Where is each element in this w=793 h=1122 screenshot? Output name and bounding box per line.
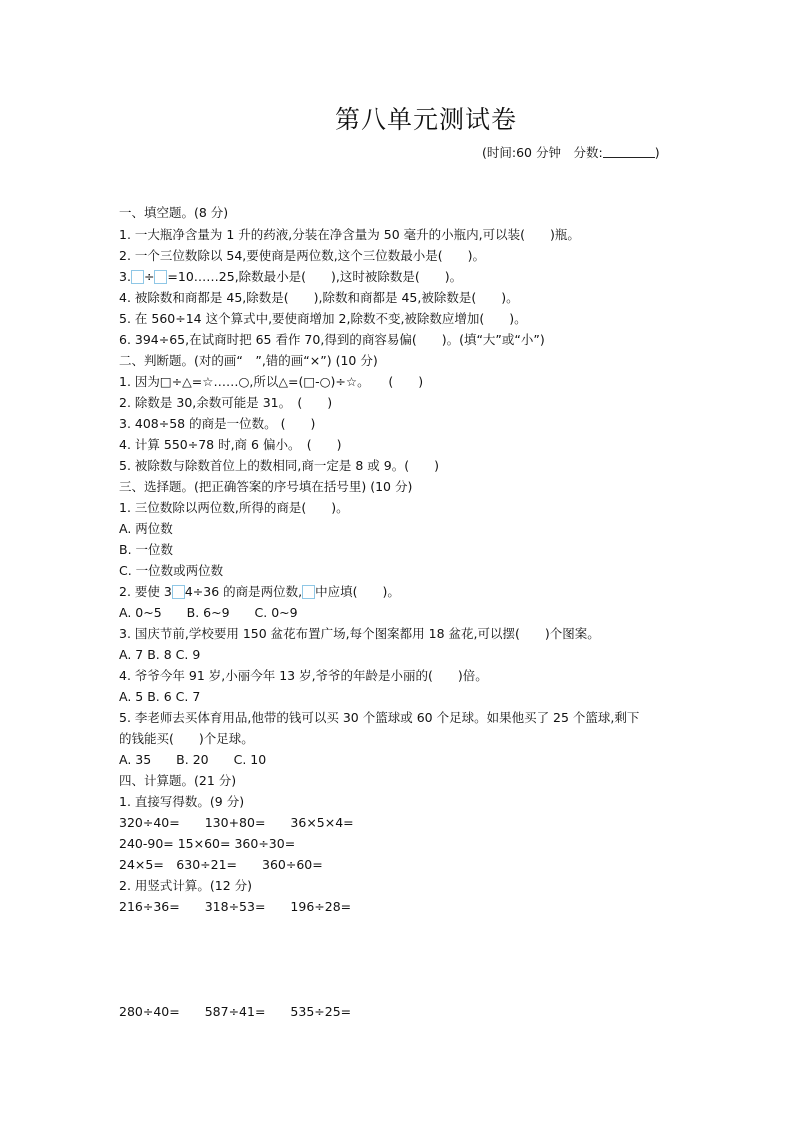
calc-row: 216÷36= 318÷53= 196÷28= [119, 899, 352, 914]
page-title: 第八单元测试卷 [334, 105, 517, 134]
fill-question-2: 2. 一个三位数除以 54,要使商是两位数,这个三位数最小是( )。 [119, 248, 485, 263]
choice-question-3: 3. 国庆节前,学校要用 150 盆花布置广场,每个图案都用 18 盆花,可以摆( )个图案。 [119, 626, 600, 641]
time-score-label: (时间:60 分钟 分数: [482, 145, 603, 160]
choice-question-2-end: 中应填( )。 [315, 584, 400, 599]
choice-question-1: 1. 三位数除以两位数,所得的商是( )。 [119, 500, 349, 515]
choice-question-5: 5. 李老师去买体育用品,他带的钱可以买 30 个篮球或 60 个足球。如果他买了 25 个篮球,剩下 [119, 710, 640, 725]
judge-question-4: 4. 计算 550÷78 时,商 6 偏小。 ( ) [119, 437, 342, 452]
choice-question-2 [119, 584, 400, 600]
section-2-heading: 二、判断题。(对的画“ ”,错的画“×”) (10 分) [119, 353, 378, 368]
time-score-close: ) [654, 145, 660, 160]
score-blank [603, 145, 655, 158]
calc-row: 280÷40= 587÷41= 535÷25= [119, 1004, 352, 1019]
judge-question-3: 3. 408÷58 的商是一位数。 ( ) [119, 416, 316, 431]
calc-row: 320÷40= 130+80= 36×5×4= [119, 815, 354, 830]
fill-question-3-text: =10……25,除数最小是( ),这时被除数是( )。 [167, 269, 463, 284]
choice-question-4: 4. 爷爷今年 91 岁,小丽今年 13 岁,爷爷的年龄是小丽的( )倍。 [119, 668, 488, 683]
calc-subheading-2: 2. 用竖式计算。(12 分) [119, 878, 253, 893]
choice-options: A. 5 B. 6 C. 7 [119, 689, 201, 704]
section-4-heading: 四、计算题。(21 分) [119, 773, 237, 788]
judge-question-5: 5. 被除数与除数首位上的数相同,商一定是 8 或 9。( ) [119, 458, 439, 473]
answer-box[interactable] [131, 270, 144, 284]
choice-question-5-continued: 的钱能买( )个足球。 [119, 731, 254, 746]
judge-question-2: 2. 除数是 30,余数可能是 31。 ( ) [119, 395, 333, 410]
choice-options: A. 7 B. 8 C. 9 [119, 647, 201, 662]
choice-option: C. 一位数或两位数 [119, 563, 224, 578]
choice-question-2-middle: 4÷36 的商是两位数, [184, 584, 303, 599]
calc-subheading-1: 1. 直接写得数。(9 分) [119, 794, 245, 809]
answer-box[interactable] [172, 585, 185, 599]
choice-question-2-start: 2. 要使 3 [119, 584, 172, 599]
fill-question-1: 1. 一大瓶净含量为 1 升的药液,分装在净含量为 50 毫升的小瓶内,可以装( )瓶。 [119, 227, 580, 242]
answer-box[interactable] [302, 585, 315, 599]
fill-question-6: 6. 394÷65,在试商时把 65 看作 70,得到的商容易偏( )。(填“大”或“小”) [119, 332, 545, 347]
calc-row: 240-90= 15×60= 360÷30= [119, 836, 296, 851]
choice-options: A. 35 B. 20 C. 10 [119, 752, 267, 767]
choice-option: A. 两位数 [119, 521, 173, 536]
fill-question-4: 4. 被除数和商都是 45,除数是( ),除数和商都是 45,被除数是( )。 [119, 290, 519, 305]
section-3-heading: 三、选择题。(把正确答案的序号填在括号里) (10 分) [119, 479, 413, 494]
fill-question-3 [119, 269, 462, 285]
answer-box[interactable] [154, 270, 167, 284]
fill-question-5: 5. 在 560÷14 这个算式中,要使商增加 2,除数不变,被除数应增加( )。 [119, 311, 527, 326]
choice-options: A. 0~5 B. 6~9 C. 0~9 [119, 605, 298, 620]
section-1-heading: 一、填空题。(8 分) [119, 205, 229, 220]
time-score-line [482, 143, 660, 161]
fill-question-3-number: 3. [119, 269, 131, 284]
calc-row: 24×5= 630÷21= 360÷60= [119, 857, 323, 872]
division-sign: ÷ [143, 269, 155, 284]
judge-question-1: 1. 因为□÷△=☆……○,所以△=(□-○)÷☆。 ( ) [119, 374, 424, 389]
choice-option: B. 一位数 [119, 542, 174, 557]
